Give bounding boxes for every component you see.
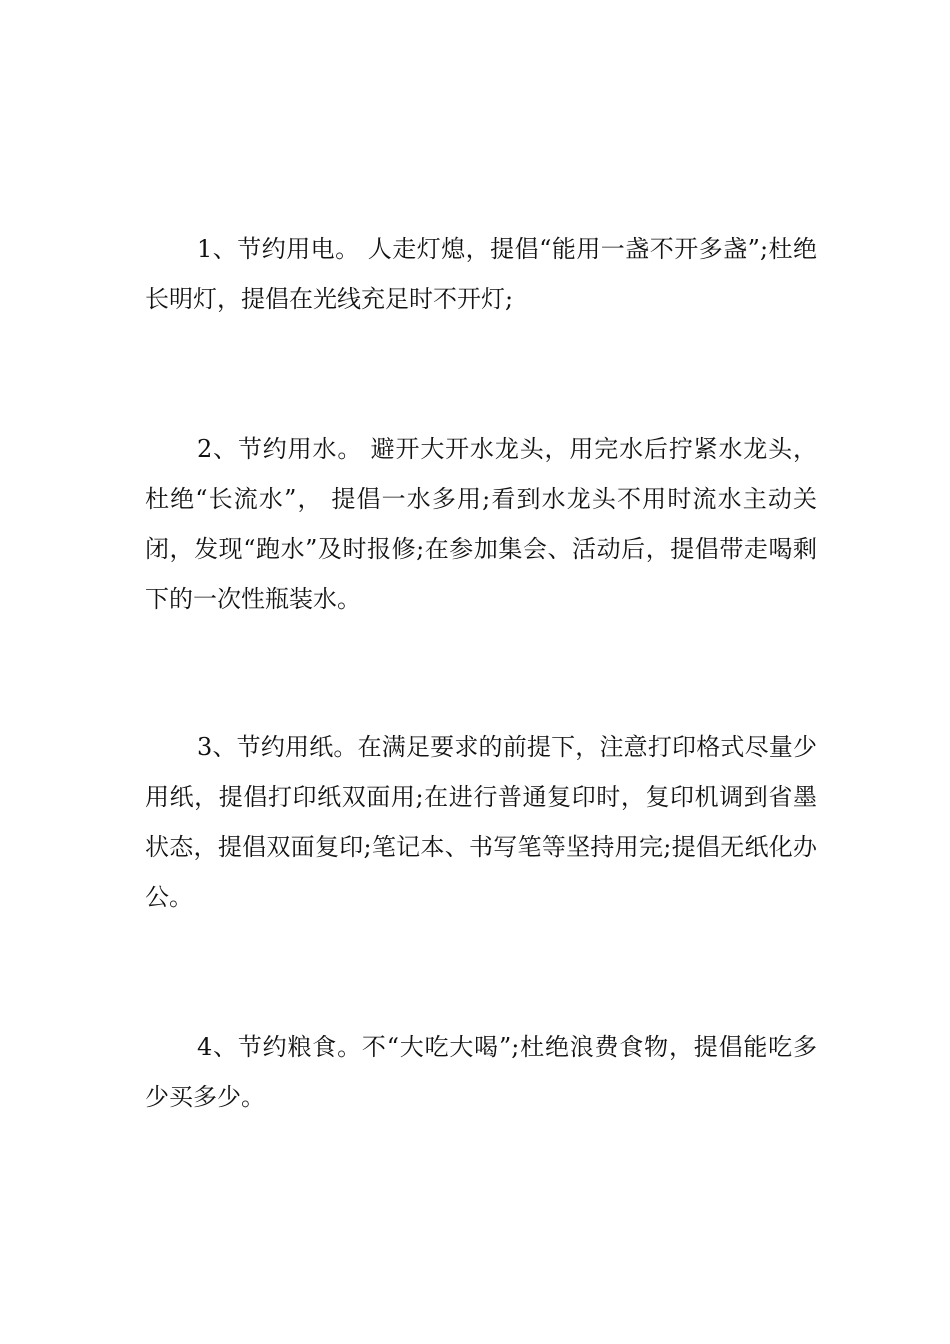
paragraph-save-water: 2、节约用水。 避开大开水龙头，用完水后拧紧水龙头，杜绝“长流水”， 提倡一水多用;看到水龙头不用时流水主动关闭，发现“跑水”及时报修;在参加集会、活动后，提倡带走喝剩下的一次性瓶装水。 bbox=[145, 435, 817, 613]
paragraph-save-paper: 3、节约用纸。在满足要求的前提下，注意打印格式尽量少用纸，提倡打印纸双面用;在进行普通复印时，复印机调到省墨状态，提倡双面复印;笔记本、书写笔等坚持用完;提倡无纸化办公。 bbox=[145, 733, 817, 911]
paragraph-save-food: 4、节约粮食。不“大吃大喝”;杜绝浪费食物，提倡能吃多少买多少。 bbox=[145, 1033, 817, 1111]
paragraph-save-electricity: 1、节约用电。 人走灯熄，提倡“能用一盏不开多盏”;杜绝长明灯，提倡在光线充足时不开灯; bbox=[145, 235, 817, 313]
